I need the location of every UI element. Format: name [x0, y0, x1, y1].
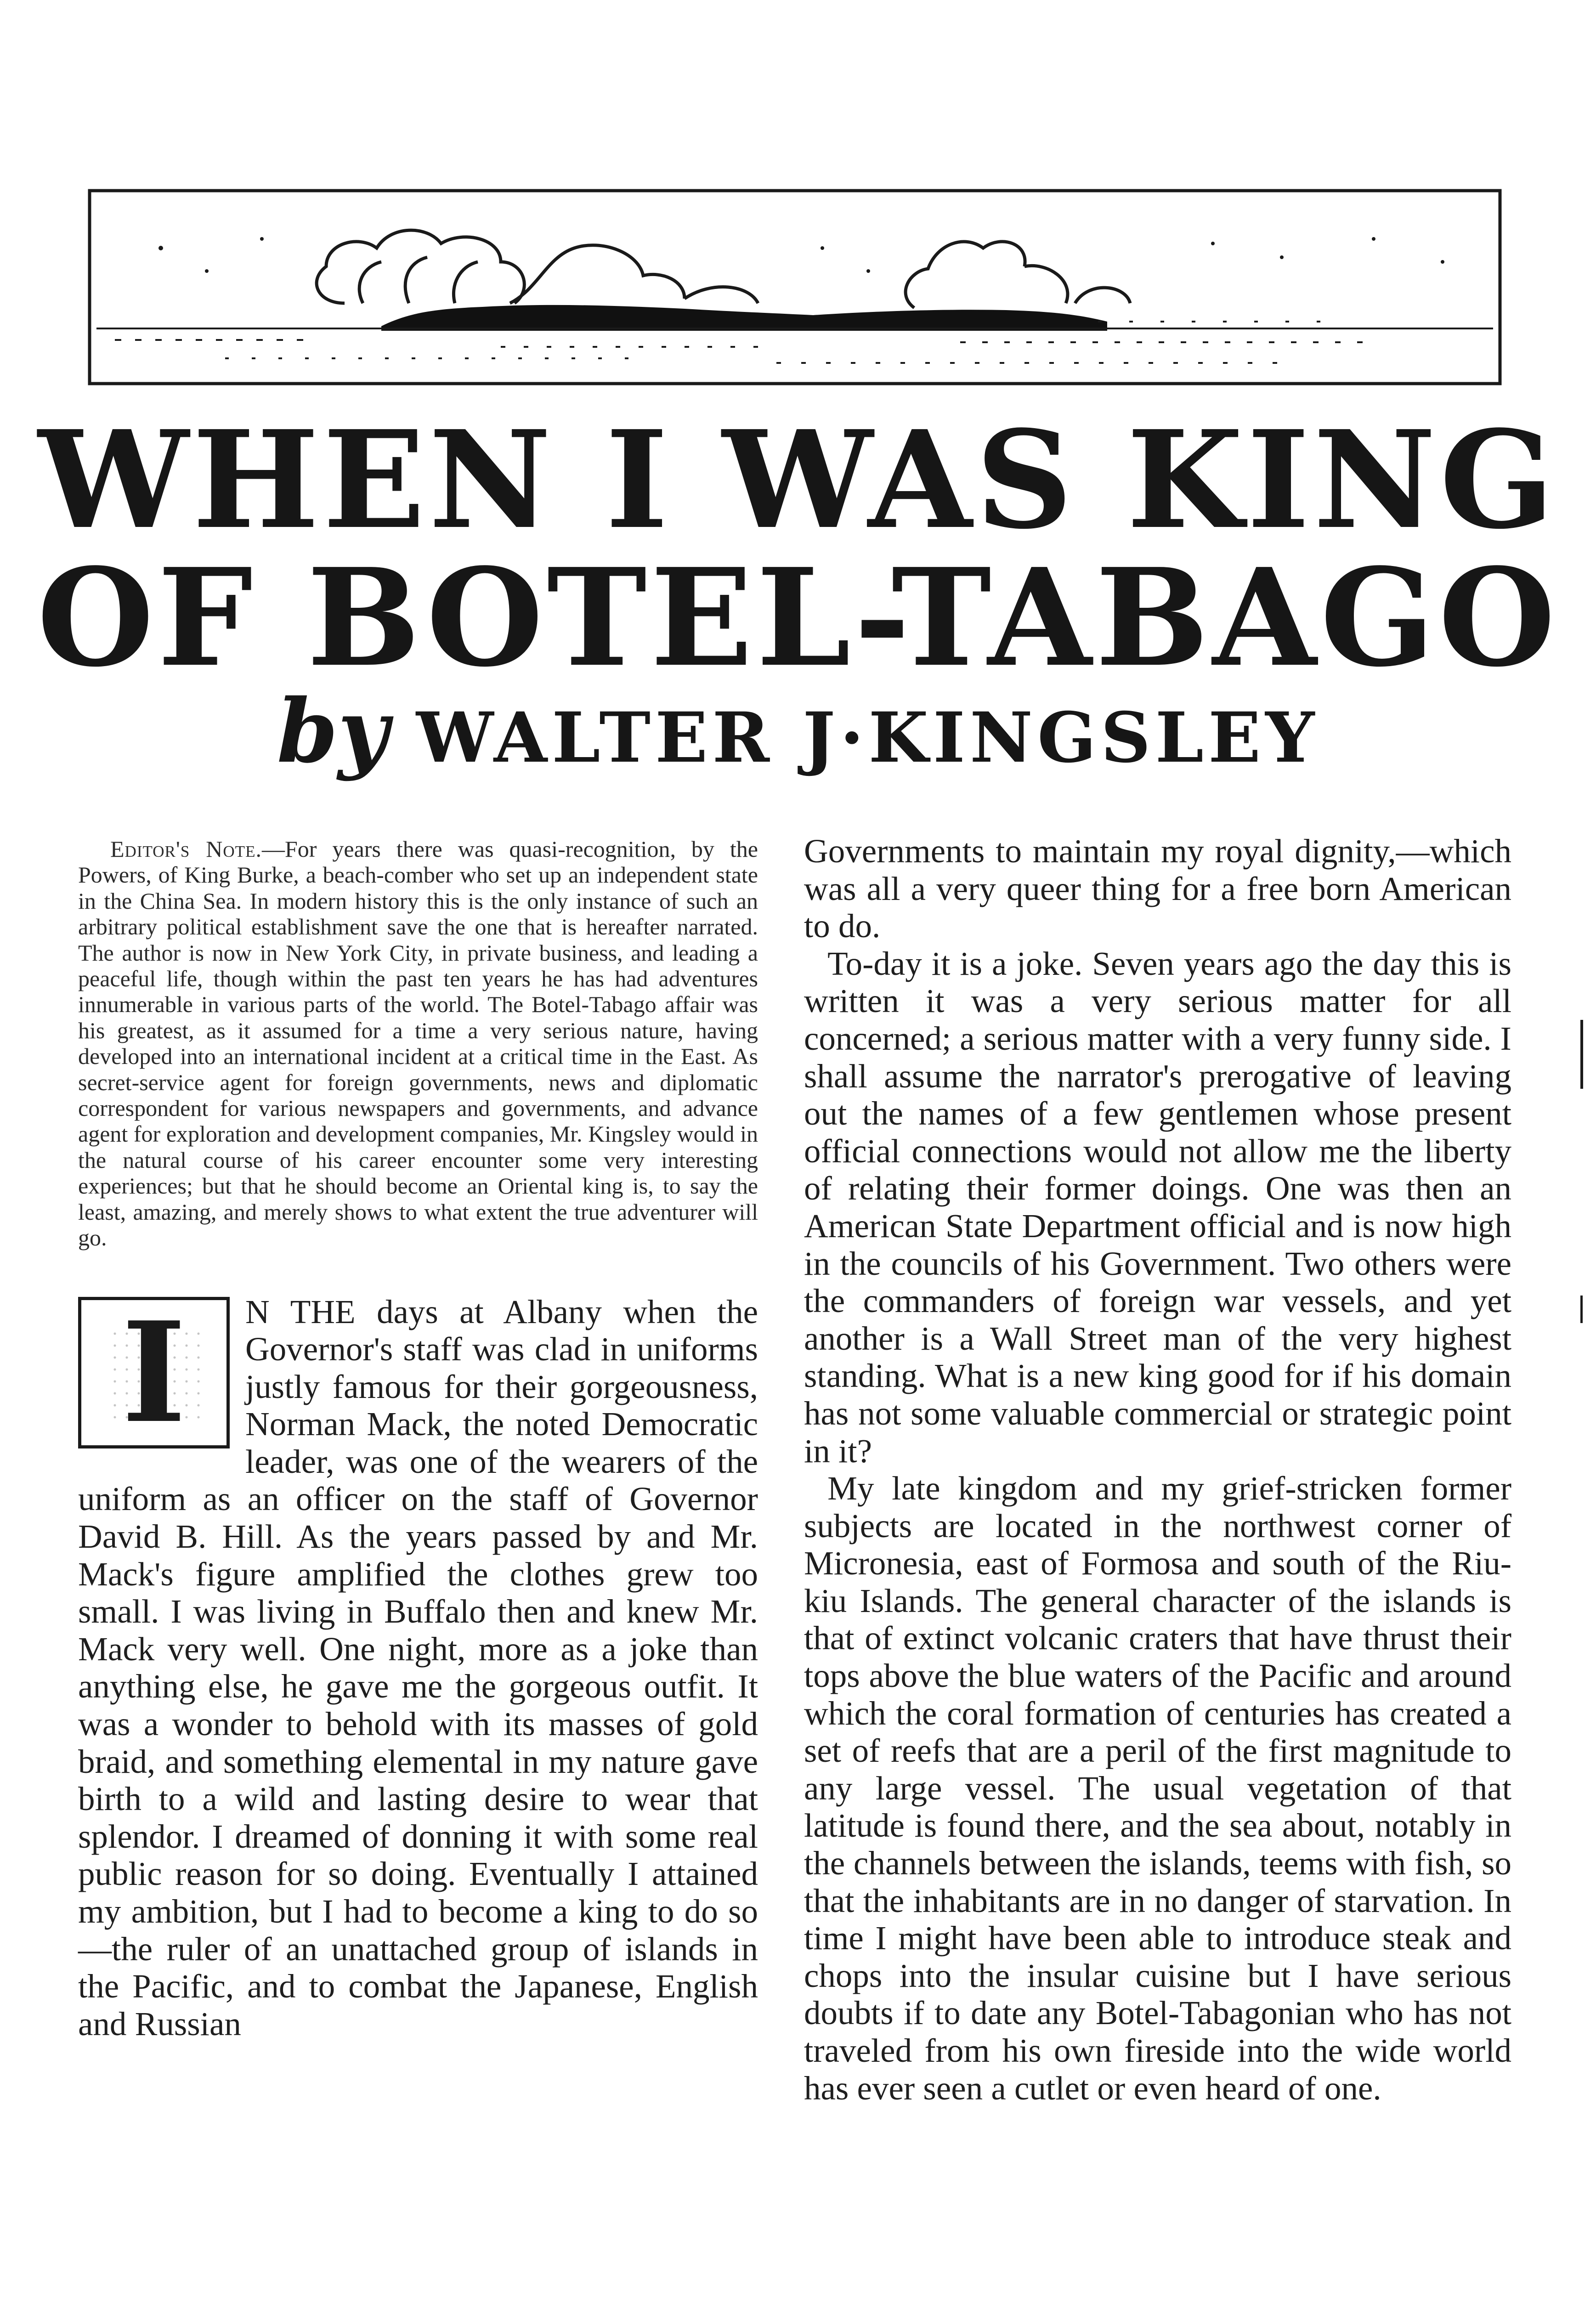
story-paragraph-1-text: N THE days at Albany when the Governor's staff was clad in uniforms justly famous for their gorgeousness, Norman Mack, the noted Democratic leader, was one of the wearers of the uniform as an officer on the staff of Governor David B. Hill. As the years passed by and Mr. Mack's figure amplified the clothes grew too small. I was living in Buffalo then and knew Mr. Mack very well. One night, more as a joke than anything else, he gave me the gorgeous outfit. It was a wonder to behold with its masses of gold braid, and something elemental in my nature gave birth to a wild and lasting desire to wear that splendor. I dreamed of donning it with some real public reason for so doing. Eventually I attained my ambition, but I had to become a king to do so—the ruler of an unattached group of islands in the Pacific, and to combat the Japanese, English and Russian	[78, 1293, 758, 2042]
story-paragraph-3: My late kingdom and my grief-stricken former subjects are located in the northwest corner of Micronesia, east of Formosa and south of the Riu-kiu Islands. The general character of the islands is that of extinct volcanic craters that have thrust their tops above the blue waters of the Pacific and around which the coral formation of centuries has created a set of reefs that are a peril of the first magnitude to any large vessel. The usual vegetation of that latitude is found there, and the sea about, notably in the channels between the islands, teems with fish, so that the inhabitants are in no danger of starvation. In time I might have been able to introduce steak and chops into the insular cuisine but I have serious doubts if to date any Botel-Tabagonian who has not traveled from his own fireside into the wide world has ever seen a cutlet or even heard of one.	[804, 1470, 1511, 2107]
drop-cap	[78, 1291, 230, 1454]
story-paragraph-1	[78, 1293, 758, 2043]
story-paragraph-2: To-day it is a joke. Seven years ago the day this is written it was a very serious matter for all concerned; a serious matter with a very funny side. I shall assume the narrator's prerogative of leaving out the names of a few gentlemen whose present official connections would not allow me the liberty of relating their former doings. One was then an American State Department official and is now high in the councils of his Government. Two others were the commanders of foreign war vessels, and yet another is a Wall Street man of the very highest standing. What is a new king good for if his domain has not some valuable commercial or strategic point in it?	[804, 945, 1511, 1470]
byline-by: by	[277, 680, 389, 782]
editors-note-lead: Editor's Note.	[110, 836, 262, 862]
island-silhouette	[381, 305, 1107, 331]
left-column	[78, 836, 758, 2042]
illustration-frame	[90, 191, 1500, 384]
right-column	[804, 832, 1511, 2107]
header-illustration	[87, 188, 1502, 390]
scan-mark	[1580, 1020, 1583, 1089]
story-paragraph-1-continued: Governments to maintain my royal dignity,—which was all a very queer thing for a free born American to do.	[804, 832, 1511, 945]
drop-cap-letter: I	[121, 1291, 187, 1454]
article-title-line-1: WHEN I WAS KING	[38, 401, 1558, 559]
editors-note-text: —For years there was quasi-recognition, by the Powers, of King Burke, a beach-comber who set up an independent state in the China Sea. In modern history this is the only instance of such an arbitrary political establishment save the one that is hereafter narrated. The author is now in New York City, in private business, and leading a peaceful life, though within the past ten years he has had adventures innumerable in various parts of the world. The Botel-Tabago affair was his greatest, as it assumed for a time a very serious nature, having developed into an international incident at a critical time in the East. As secret-service agent for foreign governments, news and diplomatic correspondent for various newspapers and governments, and advance agent for exploration and development companies, Mr. Kingsley would in the natural course of his career encounter some very interesting experiences; but that he should become an Oriental king is, to say the least, amazing, and merely shows to what extent the true adventurer will go.	[78, 836, 758, 1251]
scan-mark	[1580, 1296, 1583, 1323]
article-title-line-2: OF BOTEL-TABAGO	[37, 539, 1559, 696]
author-name: WALTER J·KINGSLEY	[416, 697, 1319, 778]
editors-note	[78, 836, 758, 1251]
byline	[0, 680, 1596, 782]
